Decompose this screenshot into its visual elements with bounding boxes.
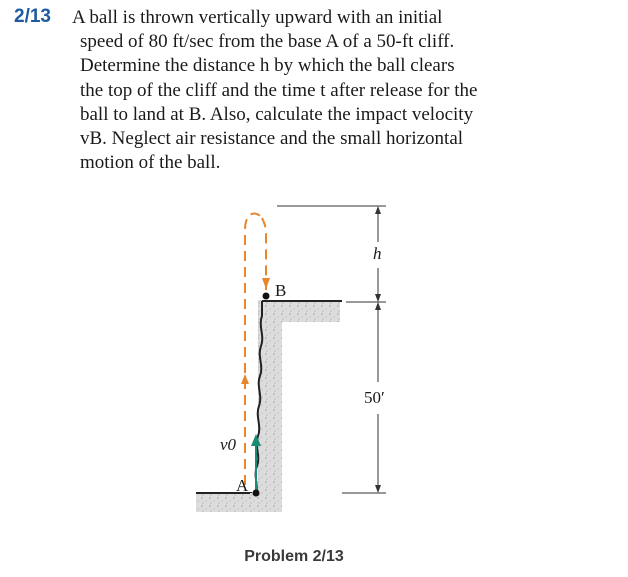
problem-line-7: motion of the ball.: [80, 152, 221, 174]
problem-line-1: A ball is thrown vertically upward with an initial: [72, 7, 443, 28]
problem-line-6: vB. Neglect air resistance and the small horizontal: [80, 128, 464, 150]
path-arrow-down: [262, 278, 270, 289]
problem-line-3: Determine the distance h by which the ball clears: [80, 55, 455, 77]
label-v0: v0: [220, 435, 237, 454]
ball-at-b: [263, 293, 270, 300]
caption-text: Problem 2/13: [244, 548, 344, 565]
figure-caption: [0, 548, 628, 566]
path-arrow-up: [241, 374, 249, 384]
label-a: A: [236, 476, 249, 495]
label-b: B: [275, 281, 287, 300]
ball-at-a: [253, 490, 260, 497]
label-h: h: [373, 244, 382, 263]
problem-line-2: speed of 80 ft/sec from the base A of a 50-ft cliff.: [80, 31, 455, 53]
problem-number: 2/13: [14, 6, 51, 27]
problem-line-4: the top of the cliff and the time t after release for the: [80, 79, 478, 101]
problem-line-5: ball to land at B. Also, calculate the impact velocity: [80, 103, 474, 125]
cliff-body: [250, 300, 340, 512]
label-50ft: 50′: [364, 388, 385, 407]
